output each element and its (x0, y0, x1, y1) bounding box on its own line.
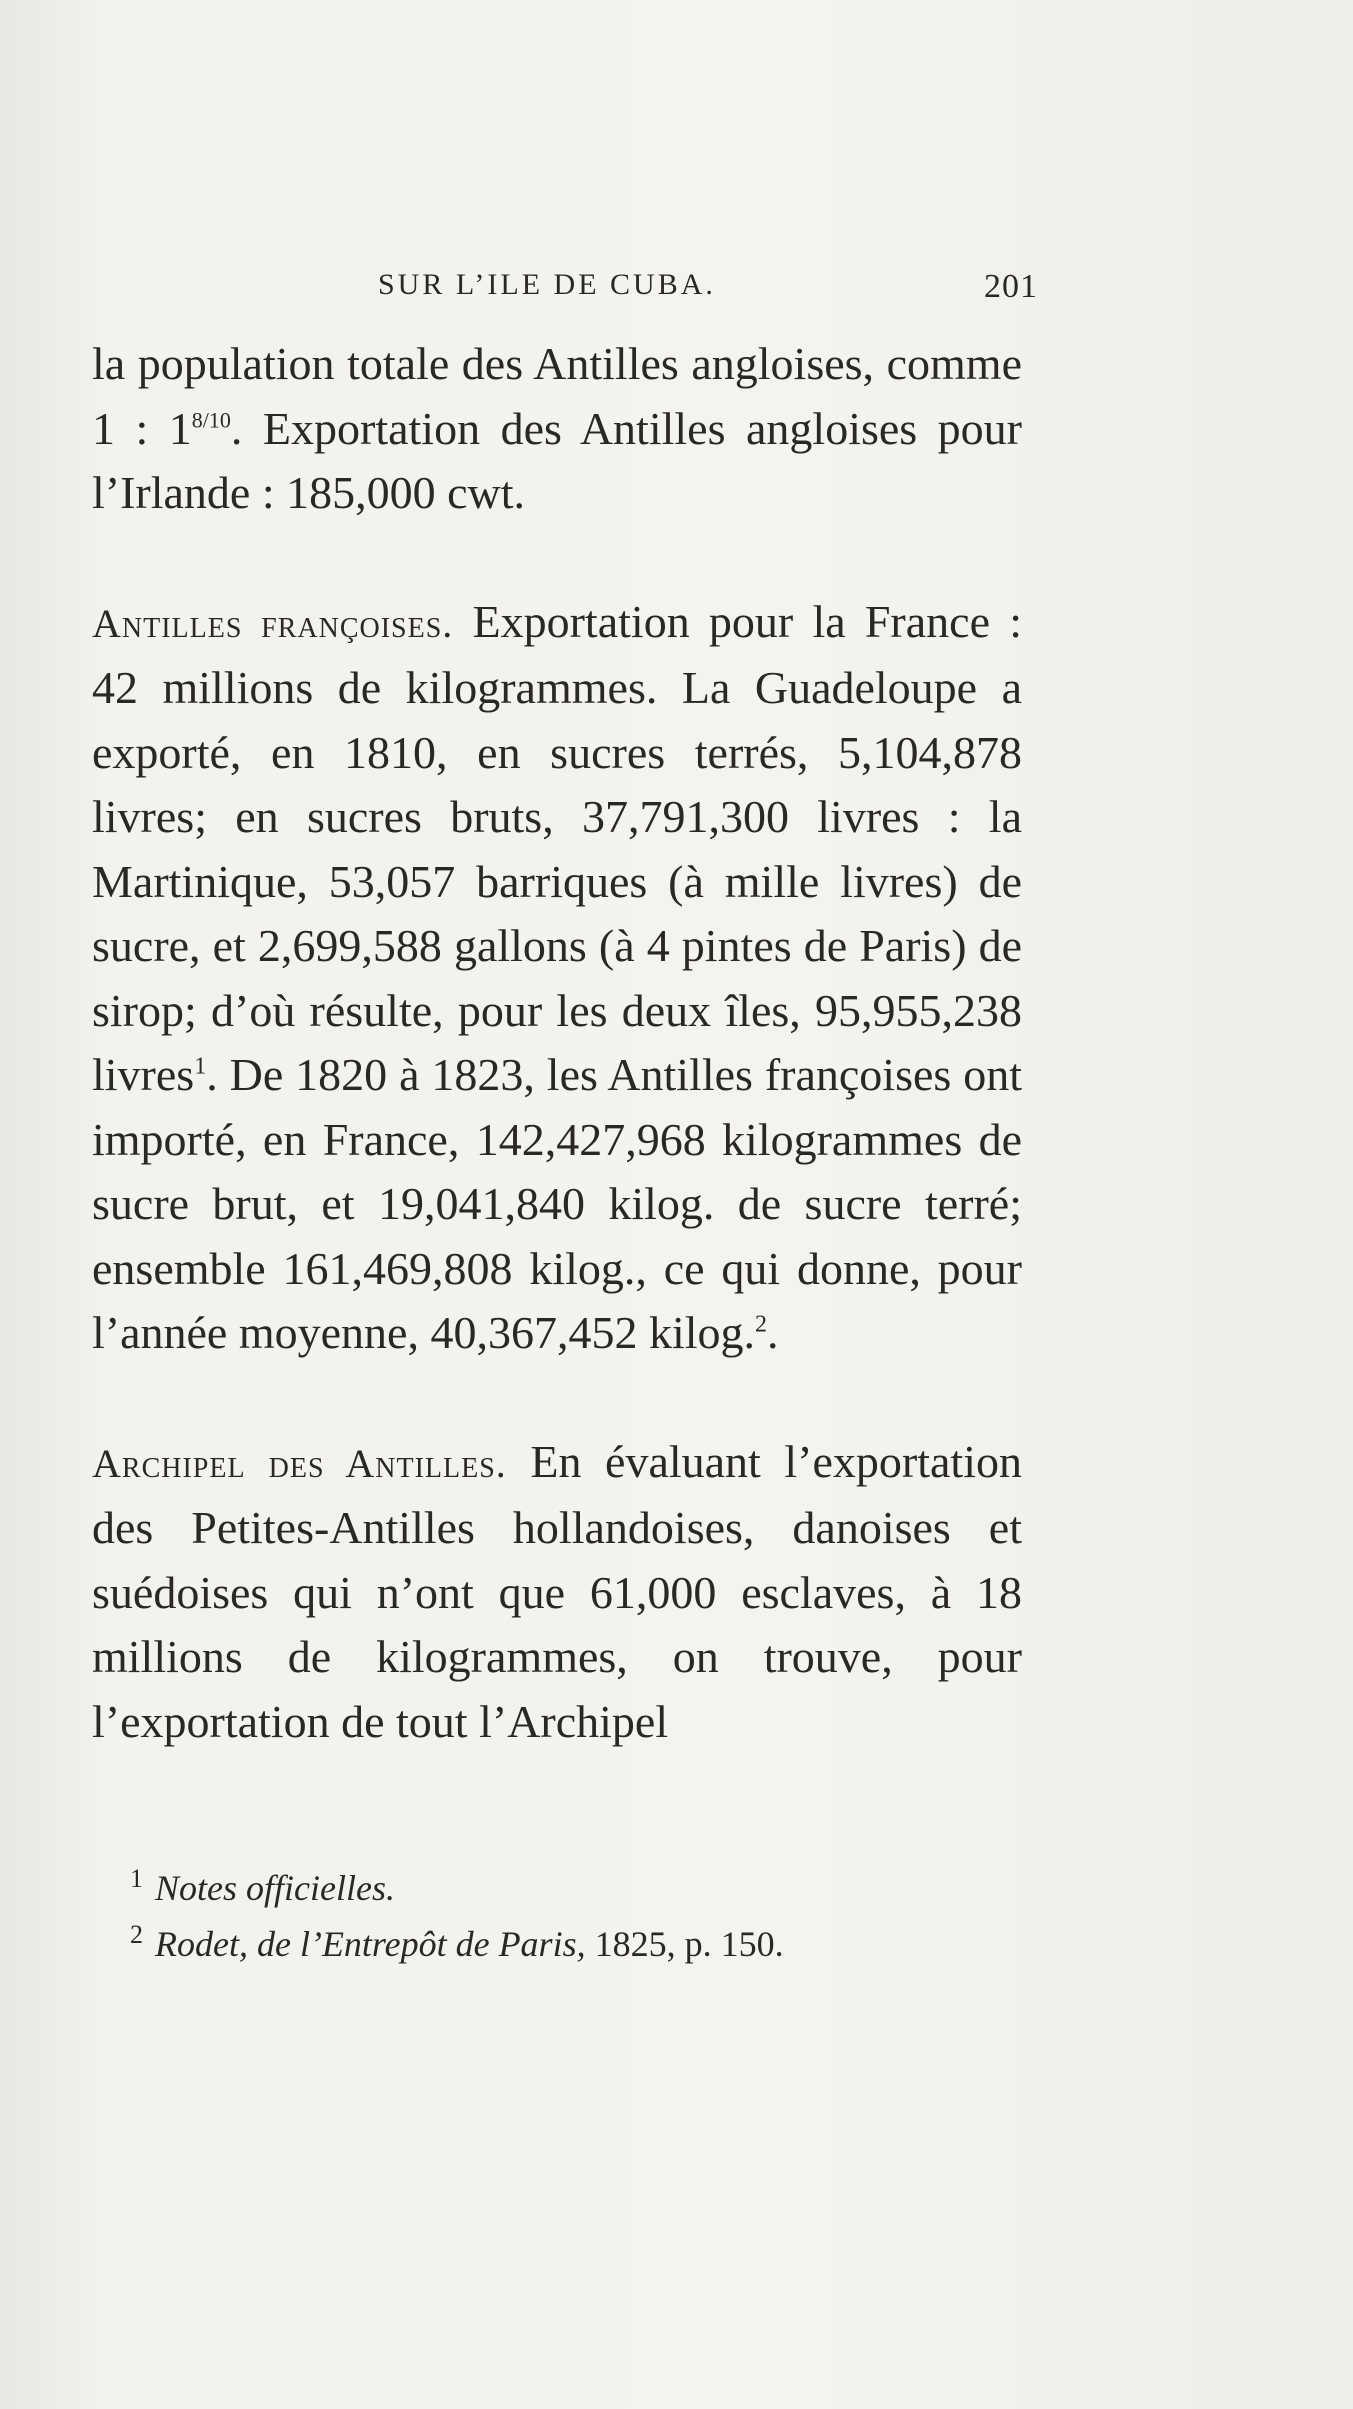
section-heading: Archipel des Antilles. (92, 1440, 507, 1486)
body-text (92, 332, 1022, 1754)
footnote-ref-1: 1 (194, 1053, 207, 1080)
paragraph-angloises (92, 332, 1022, 526)
section-heading: Antilles françoises. (92, 600, 454, 646)
footnote-source: Rodet, de l’Entrepôt de Paris, (155, 1924, 586, 1964)
paragraph-text: . Exportation des Antilles angloises pour l’Irlande : 185,000 cwt. (92, 402, 1023, 518)
footnote-ref-2: 2 (755, 1311, 768, 1338)
footnote-text: 1825, p. 150. (585, 1924, 784, 1964)
paragraph-archipel (92, 1430, 1022, 1755)
footnotes (130, 1860, 1030, 1972)
page-number: 201 (984, 268, 1038, 305)
running-title: SUR L’ILE DE CUBA. (378, 268, 716, 301)
paragraph-text: . (767, 1307, 779, 1358)
page-header (378, 268, 1038, 318)
paragraph-text: la population totale des Antilles angloises, comme 1 : 1 (92, 338, 1022, 454)
footnote-text: Notes officielles. (155, 1868, 395, 1908)
paragraph-text: . De 1820 à 1823, les Antilles françoises ont importé, en France, 142,427,968 kilogrammes de sucre brut, et 19,041,840 kilog. de sucre terré; ensemble 161,469,808 kilog., ce qui donne, pour l’année moyenne, 40,367,452 kilog. (92, 1049, 1022, 1358)
footnote-2 (130, 1916, 1030, 1972)
footnote-1 (130, 1860, 1030, 1916)
fraction: 8/10 (191, 407, 231, 433)
paragraph-text: En évaluant l’exportation des Petites-Antilles hollandoises, danoises et suédoises qui n’ont que 61,000 esclaves, à 18 millions de kilogrammes, on trouve, pour l’exportation de tout l’Archipel (92, 1435, 1022, 1747)
paragraph-antilles-francoises (92, 590, 1022, 1366)
footnote-number: 1 (130, 1864, 143, 1893)
paragraph-text: Exportation pour la France : 42 millions de kilogrammes. La Guadeloupe a exporté, en 1810, en sucres terrés, 5,104,878 livres; en sucres bruts, 37,791,300 livres : la Martinique, 53,057 barriques (à mille livres) de sucre, et 2,699,588 gallons (à 4 pintes de Paris) de sirop; d’où résulte, pour les deux îles, 95,955,238 livres (92, 595, 1023, 1100)
footnote-number: 2 (130, 1920, 143, 1949)
